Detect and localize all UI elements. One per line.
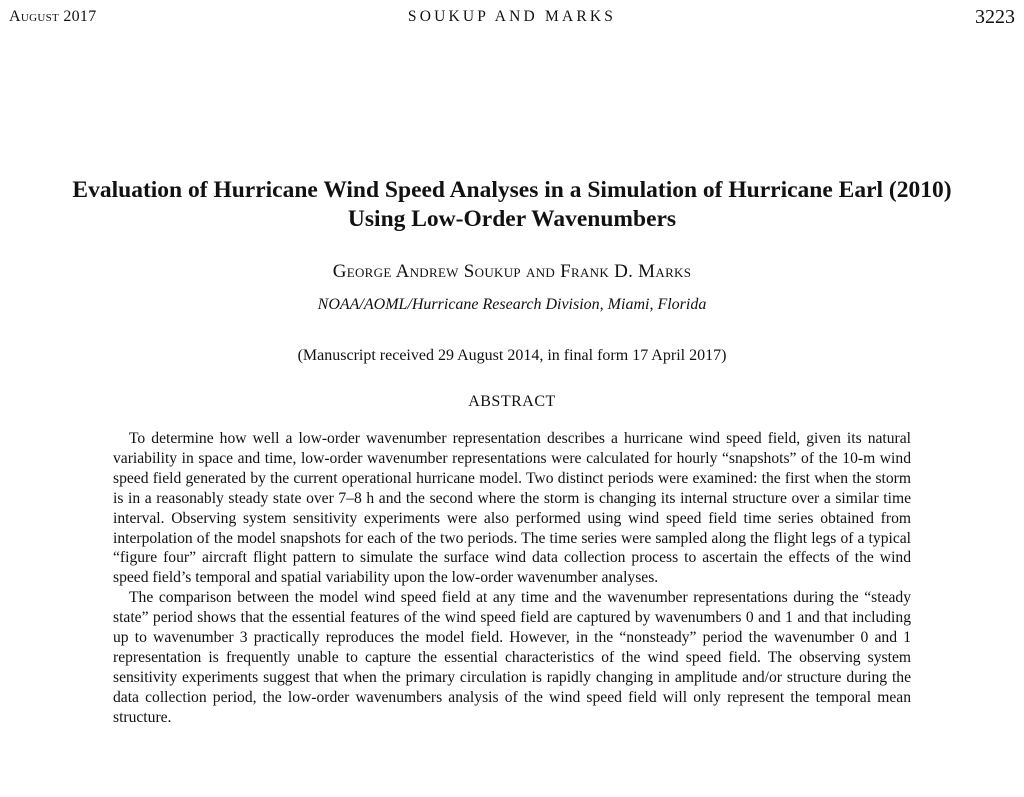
author-affiliation: NOAA/AOML/Hurricane Research Division, Miami, Florida	[317, 296, 707, 313]
abstract-paragraph: To determine how well a low-order wavenumber representation describes a hurricane wind speed field, given its natural variability in space and time, low-order wavenumber representations were calculated for hourly “snapshots” of the 10-m wind speed field generated by the current operational hurricane model. Two distinct periods were examined: the first when the storm is in a reasonably steady state over 7–8 h and the second where the storm is changing its internal structure over a similar time interval. Observing system sensitivity experiments were also performed using wind speed field time series obtained from interpolation of the model snapshots for each of the two periods. The time series were sampled along the flight legs of a typical “figure four” aircraft flight pattern to simulate the surface wind data collection process to ascertain the effects of the wind speed field’s temporal and spatial variability upon the low-order wavenumber analyses.	[113, 430, 911, 587]
abstract-paragraph: The comparison between the model wind speed field at any time and the wavenumber representations during the “steady state” period shows that the essential features of the wind speed field are captured by wavenumbers 0 and 1 and that including up to wavenumber 3 practically reproduces the model field. However, in the “nonsteady” period the wavenumber 0 and 1 representation is frequently unable to capture the essential characteristics of the wind speed field. The observing system sensitivity experiments suggest that when the primary circulation is rapidly changing in amplitude and/or structure during the data collection period, the low-order wavenumbers analysis of the wind speed field will only represent the temporal mean structure.	[113, 589, 911, 726]
page-number: 3223	[975, 6, 1015, 28]
running-head-authors: SOUKUP AND MARKS	[407, 8, 617, 25]
author-list: George Andrew Soukup and Frank D. Marks	[332, 261, 692, 282]
paper-title: Evaluation of Hurricane Wind Speed Analyses in a Simulation of Hurricane Earl (2010) Using Low-Order Wavenumbers	[72, 177, 952, 232]
abstract-heading: ABSTRACT	[468, 393, 556, 410]
manuscript-received-note: (Manuscript received 29 August 2014, in final form 17 April 2017)	[297, 347, 727, 364]
abstract-body	[113, 429, 911, 728]
issue-date: August 2017	[9, 8, 97, 25]
running-head	[0, 8, 1024, 30]
